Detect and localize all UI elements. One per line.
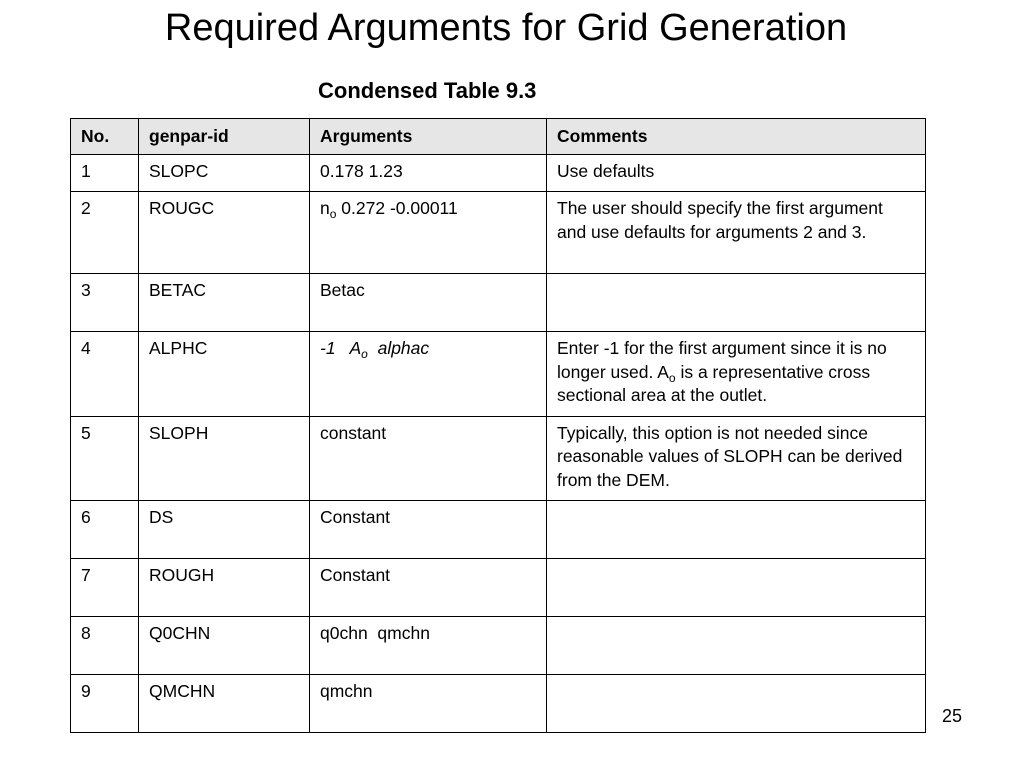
header-no: No. (71, 119, 139, 155)
cell-no: 1 (71, 154, 139, 192)
cell-comments (547, 274, 926, 332)
cell-comments (547, 332, 926, 417)
table-row (71, 617, 926, 675)
table-row (71, 675, 926, 733)
cell-genpar-id: BETAC (139, 274, 310, 332)
cell-arguments: 0.178 1.23 (310, 154, 547, 192)
arg-subscript: o (329, 207, 337, 221)
page-number: 25 (942, 706, 963, 726)
cell-arguments: qmchn (310, 675, 547, 733)
comment-text: Enter -1 for the first argument since it is no longer used. A (557, 338, 887, 382)
table-caption: Condensed Table 9.3 (318, 78, 537, 103)
slide-title: Required Arguments for Grid Generation (164, 7, 848, 49)
cell-genpar-id: ALPHC (139, 332, 310, 417)
table-row (71, 501, 926, 559)
table-row (71, 559, 926, 617)
cell-genpar-id: ROUGC (139, 192, 310, 274)
cell-genpar-id: ROUGH (139, 559, 310, 617)
cell-comments: Typically, this option is not needed since reasonable values of SLOPH can be derived from the DEM. (547, 416, 926, 501)
table-header-row (71, 119, 926, 155)
table-row (71, 154, 926, 192)
arg-text: alphac (367, 338, 430, 358)
cell-comments (547, 559, 926, 617)
cell-no: 4 (71, 332, 139, 417)
cell-comments: Use defaults (547, 154, 926, 192)
table-row (71, 192, 926, 274)
comment-text: is a representative cross sectional area at the outlet. (557, 361, 871, 405)
cell-no: 2 (71, 192, 139, 274)
arg-text: -1 A (320, 338, 362, 358)
cell-arguments (310, 192, 547, 274)
table-row (71, 416, 926, 501)
cell-genpar-id: DS (139, 501, 310, 559)
cell-arguments (310, 332, 547, 417)
header-genpar-id: genpar-id (139, 119, 310, 155)
cell-comments (547, 501, 926, 559)
arg-subscript: o (361, 347, 368, 361)
cell-no: 9 (71, 675, 139, 733)
cell-genpar-id: SLOPH (139, 416, 310, 501)
cell-no: 7 (71, 559, 139, 617)
cell-comments: The user should specify the first argument and use defaults for arguments 2 and 3. (547, 192, 926, 274)
cell-arguments: Constant (310, 559, 547, 617)
cell-no: 3 (71, 274, 139, 332)
header-arguments: Arguments (310, 119, 547, 155)
cell-arguments: q0chn qmchn (310, 617, 547, 675)
comment-subscript: o (668, 370, 676, 385)
table-row (71, 274, 926, 332)
cell-genpar-id: Q0CHN (139, 617, 310, 675)
grid-arguments-table (70, 118, 926, 733)
cell-no: 6 (71, 501, 139, 559)
cell-genpar-id: QMCHN (139, 675, 310, 733)
cell-comments (547, 617, 926, 675)
table-row (71, 332, 926, 417)
cell-comments (547, 675, 926, 733)
cell-arguments: constant (310, 416, 547, 501)
header-comments: Comments (547, 119, 926, 155)
arg-text: n (320, 198, 330, 218)
cell-arguments: Constant (310, 501, 547, 559)
arg-text: 0.272 -0.00011 (336, 198, 458, 218)
cell-no: 5 (71, 416, 139, 501)
cell-genpar-id: SLOPC (139, 154, 310, 192)
cell-arguments: Betac (310, 274, 547, 332)
cell-no: 8 (71, 617, 139, 675)
